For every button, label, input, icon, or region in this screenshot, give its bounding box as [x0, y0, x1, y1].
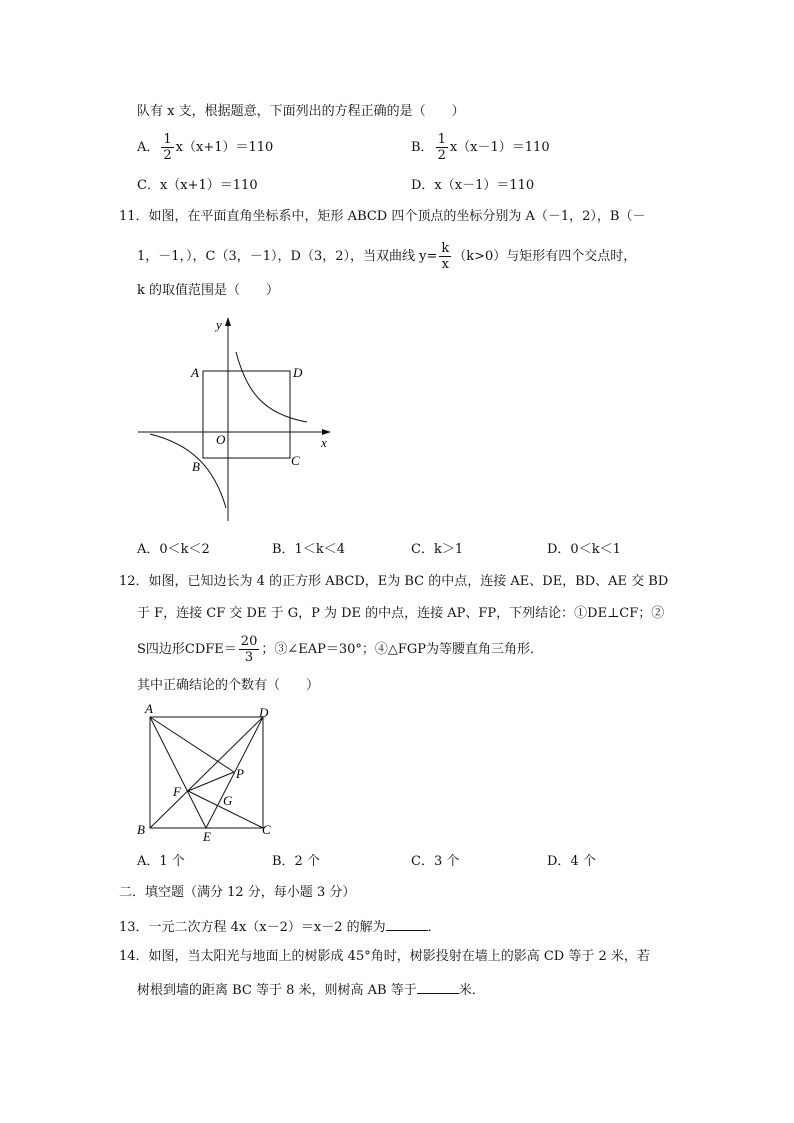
q12-option-b[interactable]: B．2 个 [272, 854, 320, 869]
fraction-half [436, 132, 448, 163]
option-text: x（x－1）＝110 [449, 140, 550, 155]
q13-text [119, 918, 441, 934]
y-axis-label: y [216, 317, 222, 332]
q11-line2-a: 1，－1，），C（3，－1），D（3，2），当双曲线 y= [137, 249, 438, 264]
q12-option-d[interactable]: D．4 个 [547, 854, 596, 869]
q13-answer-blank[interactable] [386, 918, 428, 931]
point-d-label: D [293, 365, 303, 380]
q12-line3 [137, 634, 543, 665]
q10-option-d[interactable]: D．x（x－1）＝110 [411, 178, 535, 193]
q12-option-c[interactable]: C．3 个 [411, 854, 460, 869]
q11-line1: 11．如图，在平面直角坐标系中，矩形 ABCD 四个顶点的坐标分别为 A（－1，2），B（－ [119, 209, 646, 224]
fraction-numerator: 20 [240, 634, 258, 649]
point-p-label: P [236, 766, 244, 781]
q11-line3: k 的取值范围是（ ） [137, 283, 280, 298]
point-a-label: A [191, 365, 199, 380]
fraction-denominator: 2 [437, 148, 446, 163]
q11-line2-b: （k>0）与矩形有四个交点时， [453, 249, 637, 264]
point-c-label: C [291, 453, 300, 468]
q11-option-a[interactable]: A．0＜k＜2 [137, 542, 210, 557]
q12-option-a[interactable]: A．1 个 [137, 854, 185, 869]
q14-line2-a: 树根到墙的距离 BC 等于 8 米，则树高 AB 等于 [137, 983, 417, 998]
q13-text-a: 13．一元二次方程 4x（x－2）＝x－2 的解为 [119, 920, 386, 935]
section-heading: 二．填空题（满分 12 分，每小题 3 分） [119, 885, 356, 900]
point-g-label: G [223, 793, 233, 808]
point-a-label: A [145, 701, 153, 716]
q11-option-d[interactable]: D．0＜k＜1 [547, 542, 621, 557]
point-c-label: C [262, 822, 271, 837]
fraction-denominator: 2 [163, 148, 172, 163]
segment-de [206, 717, 263, 828]
q11-option-b[interactable]: B．1＜k＜4 [272, 542, 345, 557]
point-f-label: F [173, 784, 181, 799]
q10-stem: 队有 x 支，根据题意，下面列出的方程正确的是（ ） [137, 104, 465, 119]
q11-option-c[interactable]: C．k＞1 [411, 542, 464, 557]
segment-ae [150, 717, 206, 828]
hyperbola-branch-lower [150, 434, 226, 508]
segment-fp [188, 772, 234, 791]
q12-line3-b: ；③∠EAP＝30°；④△FGP为等腰直角三角形． [261, 642, 544, 657]
point-b-label: B [192, 459, 200, 474]
q13-text-b: ． [427, 920, 441, 935]
q11-figure [130, 310, 340, 525]
q12-line4: 其中正确结论的个数有（ ） [137, 678, 320, 693]
segment-bd [150, 717, 263, 828]
q12-line2: 于 F，连接 CF 交 DE 于 G，P 为 DE 的中点，连接 AP、FP，下列结论：①DE⊥CF；② [137, 606, 665, 621]
fraction-half [161, 132, 173, 163]
q10-option-c[interactable]: C．x（x+1）＝110 [137, 178, 258, 193]
y-axis-arrow-icon [225, 317, 231, 326]
point-b-label: B [137, 822, 145, 837]
hyperbola-branch-upper [236, 352, 307, 422]
fraction-denominator: x [441, 257, 449, 272]
point-d-label: D [259, 705, 269, 720]
option-label: B． [411, 140, 434, 155]
fraction-denominator: 3 [244, 650, 254, 665]
q14-line1: 14．如图，当太阳光与地面上的树影成 45°角时，树影投射在墙上的影高 CD 等于 2 米，若 [119, 949, 650, 964]
fraction-k-over-x [439, 241, 451, 272]
fraction-numerator: 1 [163, 132, 172, 147]
q11-line2 [137, 241, 636, 272]
fraction-twenty-thirds [239, 634, 260, 665]
q12-line3-a: S四边形CDFE＝ [137, 642, 237, 657]
q14-line2 [137, 981, 485, 997]
q14-line2-b: 米． [458, 983, 485, 998]
fraction-numerator: 1 [437, 132, 446, 147]
q10-option-b[interactable] [411, 132, 550, 163]
q12-figure [130, 698, 280, 846]
fraction-numerator: k [441, 241, 450, 256]
point-e-label: E [203, 829, 211, 844]
option-text: x（x+1）＝110 [175, 140, 274, 155]
q14-answer-blank[interactable] [417, 981, 459, 994]
origin-label: O [216, 432, 226, 447]
segment-ap [150, 717, 234, 772]
q10-option-a[interactable] [137, 132, 273, 163]
option-label: A． [137, 140, 160, 155]
q12-line1: 12．如图，已知边长为 4 的正方形 ABCD，E为 BC 的中点，连接 AE、DE，BD、AE 交 BD [119, 574, 669, 589]
x-axis-label: x [321, 435, 327, 450]
